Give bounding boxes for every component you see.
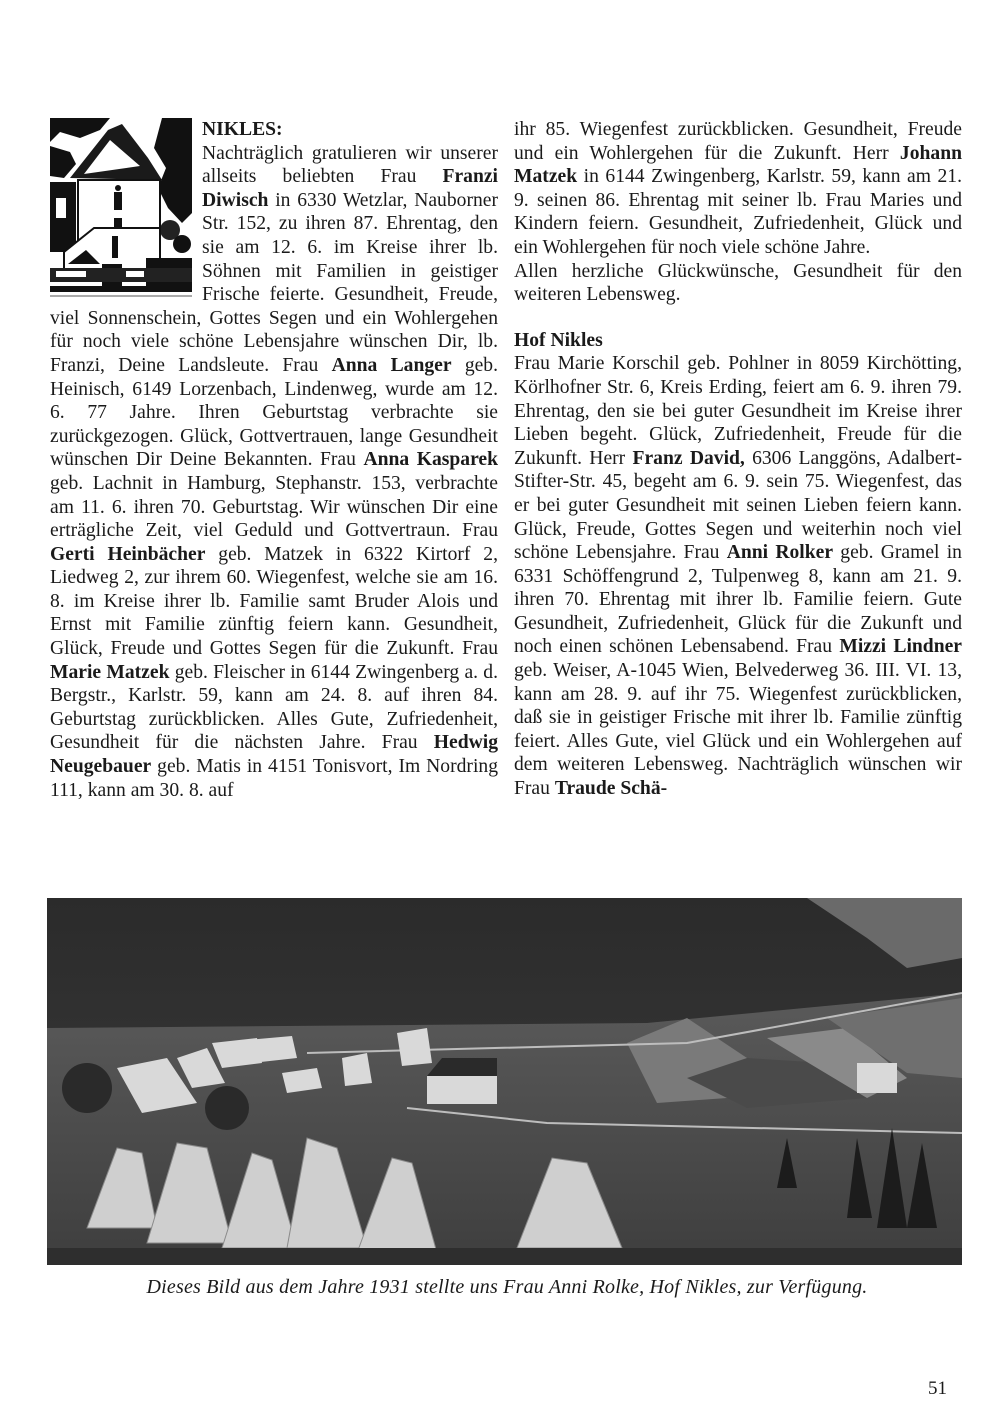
section-heading-nikles: NIKLES: — [202, 119, 283, 140]
person-name: Marie Matzek — [50, 661, 170, 683]
page-number: 51 — [928, 1378, 947, 1399]
person-name: Franzi Diwisch — [202, 166, 498, 211]
village-landscape-photo — [47, 898, 962, 1265]
person-name: Gerti Heinbächer — [50, 543, 206, 565]
person-name: Anna Kasparek — [363, 449, 499, 471]
hof-nikles-paragraph: Frau Marie Korschil geb. Pohlner in 8059 Kirchötting, Körlhofner Str. 6, Kreis Erding, feiert am 6. 9. ihren 79. Ehrentag, den sie bei guter Gesundheit im Kreise ihrer Lieben begeht. Glück, Zufriedenheit, Freude für die Zukunft. Herr Franz David, 6306 Langgöns, Adalbert-Stifter-Str. 45, begeht am 6. 9. sein 75. Wiegenfest, das er bei guter Gesundheit mit seinen Lieben feiern kann. Glück, Freude, Gottes Segen und weiterhin noch viel schöne Lebensjahre. Frau Anni Rolker geb. Gramel in 6331 Schöffengrund 2, Tulpenweg 8, kann am 21. 9. ihren 70. Ehrentag mit ihrer lb. Familie feiern. Gute Gesundheit, Zufriedenheit, Glück für die Zukunft und noch einen schönen Lebensabend. Frau Mizzi Lindner geb. Weiser, A-1045 Wien, Belvederweg 36. III. VI. 13, kann am 28. 9. auf ihr 75. Wiegenfest zurückblicken, daß sie in geistiger Frische mit ihrer lb. Familie zünftig feiert. Alles Gute, viel Glück und ein Wohlergehen auf dem weiteren Lebensweg. Nachträglich wünschen wir Frau Traude Schä- — [514, 353, 963, 800]
right-column — [514, 118, 962, 801]
section-heading-hof-nikles: Hof Nikles — [514, 329, 603, 351]
person-name: Franz David, — [632, 447, 745, 469]
person-name: Anna Langer — [331, 354, 452, 376]
right-intro-paragraph: ihr 85. Wiegenfest zurückblicken. Gesundheit, Freude und ein Wohlergehen für die Zukunft. Herr Johann Matzek in 6144 Zwingenberg, Karlstr. 59, kann am 21. 9. seinen 86. Ehrentag mit seiner lb. Frau Maries und Kindern feiern. Gesundheit, Zufriedenheit, Glück und ein Wohlergehen für noch viele schöne Jahre. — [514, 119, 962, 258]
person-name: Mizzi Lindner — [839, 636, 962, 658]
left-column — [50, 118, 498, 802]
person-name: Hedwig Neugebauer — [50, 732, 498, 778]
person-name: Johann Matzek — [514, 142, 962, 188]
closing-wishes: Allen herzliche Glückwünsche, Gesundheit für den weiteren Lebensweg. — [514, 260, 962, 306]
photo-caption: Dieses Bild aus dem Jahre 1931 stellte uns Frau Anni Rolke, Hof Nikles, zur Verfügung. — [146, 1276, 868, 1298]
person-name: Anni Rolker — [726, 542, 834, 564]
person-name: Traude Schä- — [554, 778, 668, 800]
church-illustration — [50, 118, 192, 300]
left-text: Nachträglich gratulieren wir unserer allseits beliebten Frau Franzi Diwisch in 6330 Wetzlar, Nauborner Str. 152, zu ihren 87. Ehrentag, den sie am 12. 6. im Kreise ihrer lb. Söhnen mit Familien in geistiger Frische feierte. Gesundheit, Freude, viel Sonnenschein, Gottes Segen und ein Wohlergehen für noch viele schöne Lebensjahre wünschen Dir, lb. Franzi, Deine Landsleute. Frau Anna Langer geb. Heinisch, 6149 Lorzenbach, Lindenweg, wurde am 12. 6. 77 Jahre. Ihren Geburtstag verbrachte sie zurückgezogen. Glück, Gottvertrauen, lange Gesundheit wünschen Dir Deine Bekannten. Frau Anna Kasparek geb. Lachnit in Hamburg, Stephanstr. 153, verbrachte am 11. 6. ihren 70. Geburtstag. Wir wünschen Dir eine erträgliche Zeit, viel Geduld und Gottvertraun. Frau Gerti Heinbächer geb. Matzek in 6322 Kirtorf 2, Liedweg 2, zur ihrem 60. Wiegenfest, welche sie am 16. 8. im Kreise ihrer lb. Familie samt Bruder Alois und Ernst mit Familie zünftig feiern kann. Gesundheit, Glück, Freude und Gottes Segen für die Zukunft. Frau Marie Matzek geb. Fleischer in 6144 Zwingenberg a. d. Bergstr., Karlstr. 59, kann am 24. 8. auf ihren 84. Geburtstag zurückblicken. Alles Gute, Zufriedenheit, Gesundheit für die nächsten Jahre. Frau Hedwig Neugebauer geb. Matis in 4151 Tonisvort, Im Nordring 111, kann am 30. 8. auf — [50, 142, 499, 801]
